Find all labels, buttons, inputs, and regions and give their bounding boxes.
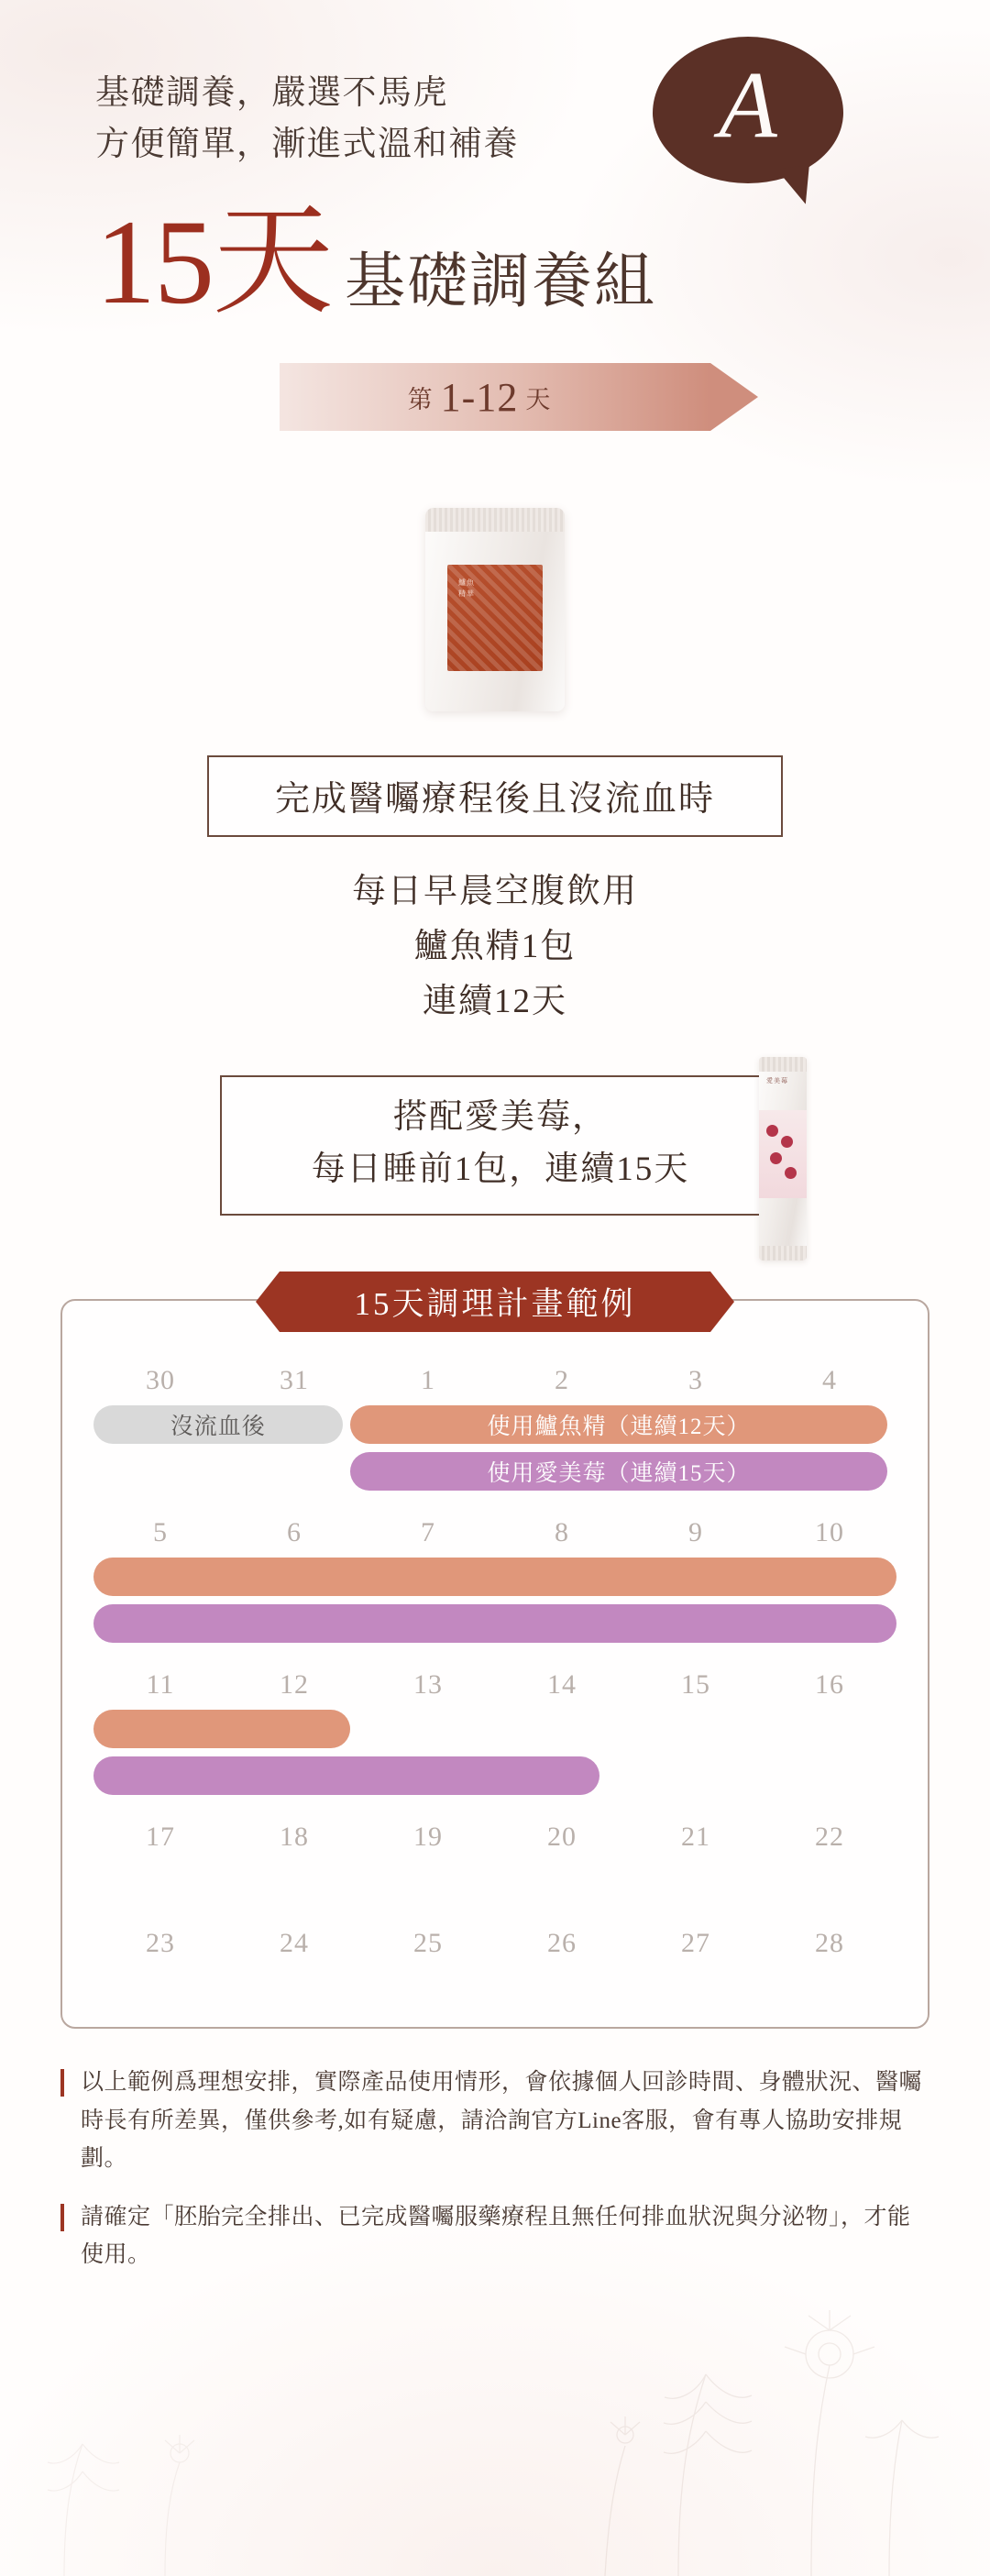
- plan-day-number: 7: [421, 1517, 435, 1548]
- plan-day-number: 4: [822, 1365, 837, 1396]
- pairing-line-1: 搭配愛美莓，: [393, 1098, 608, 1137]
- plan-day-number: 23: [146, 1928, 175, 1959]
- plan-day-number: 3: [688, 1365, 703, 1396]
- plan-badge: [653, 37, 843, 194]
- plan-panel-title: 15天調理計畫範例: [280, 1271, 710, 1332]
- plan-day-number: 16: [815, 1669, 844, 1701]
- plan-bar-row: [94, 1710, 896, 1756]
- plan-empty-row: [94, 1862, 896, 1910]
- plan-day-number: 25: [413, 1928, 443, 1959]
- plan-bar-berry: 使用愛美莓（連續15天）: [350, 1452, 888, 1491]
- page-title-sub: 基礎調養組: [345, 248, 656, 316]
- plan-bar-row: [94, 1558, 896, 1604]
- plan-bar-row: [94, 1604, 896, 1651]
- plan-bar-fish-essence: 使用鱸魚精（連續12天）: [350, 1405, 888, 1444]
- plan-day-number: 30: [146, 1365, 175, 1396]
- stick-label-text: 愛美莓: [766, 1077, 788, 1085]
- plan-bar-row: [94, 1756, 896, 1803]
- plan-day-number: 9: [688, 1517, 703, 1548]
- ribbon-range: 1-12: [440, 374, 519, 420]
- plan-day-number: 21: [681, 1822, 710, 1853]
- notes-section: [60, 2064, 930, 2274]
- product-pouch-wrap: [0, 508, 990, 711]
- ribbon-suffix: 天: [525, 385, 552, 413]
- day-range-ribbon-wrap: [0, 363, 990, 431]
- plan-day-number: 18: [280, 1822, 309, 1853]
- stick-seal-top: [759, 1057, 807, 1072]
- berry-icon: [770, 1152, 782, 1164]
- plan-day-numbers: [94, 1809, 896, 1862]
- plan-day-number: 27: [681, 1928, 710, 1959]
- plan-day-numbers: [94, 1915, 896, 1968]
- stick-label-band: [759, 1110, 807, 1198]
- plan-bar-fish-essence: [94, 1558, 896, 1596]
- berry-icon: [766, 1125, 778, 1137]
- plan-day-number: 5: [153, 1517, 168, 1548]
- plan-bar-berry: [94, 1604, 896, 1643]
- plan-empty-row: [94, 1968, 896, 1990]
- botanical-decoration-left: [9, 2356, 248, 2576]
- botanical-decoration-right: [568, 2273, 953, 2576]
- plan-day-number: 12: [280, 1669, 309, 1701]
- plan-day-number: 26: [547, 1928, 577, 1959]
- condition-box: 完成醫囑療程後且沒流血時: [207, 755, 783, 837]
- pouch-seal: [425, 508, 565, 532]
- plan-bar-after-bleeding: 沒流血後: [94, 1405, 343, 1444]
- berry-icon: [785, 1167, 797, 1179]
- plan-day-number: 11: [146, 1669, 175, 1701]
- note-item: 以上範例爲理想安排，實際產品使用情形，會依據個人回診時間、身體狀況、醫囑時長有所差異，僅供參考,如有疑慮，請洽詢官方Line客服，會有專人協助安排規劃。: [60, 2064, 930, 2178]
- day-range-ribbon: [280, 363, 710, 431]
- pouch-label-text: 鱸魚 精華: [458, 578, 475, 599]
- plan-day-number: 8: [555, 1517, 569, 1548]
- plan-day-number: 31: [280, 1365, 309, 1396]
- page-title: [95, 194, 990, 330]
- plan-week-row: [94, 1657, 896, 1803]
- plan-day-number: 22: [815, 1822, 844, 1853]
- berry-stick-image: [759, 1057, 807, 1260]
- plan-week-row: [94, 1504, 896, 1651]
- plan-day-number: 24: [280, 1928, 309, 1959]
- pairing-section: [0, 1062, 990, 1273]
- plan-bar-row: [94, 1452, 896, 1499]
- plan-bar-row: [94, 1405, 896, 1452]
- plan-day-number: 6: [287, 1517, 302, 1548]
- header-tagline-line1: 基礎調養，嚴選不馬虎: [95, 74, 448, 112]
- plan-bar-spacer: [94, 1452, 343, 1491]
- plan-week-row: [94, 1352, 896, 1499]
- plan-day-number: 2: [555, 1365, 569, 1396]
- plan-week-row: [94, 1809, 896, 1910]
- speech-bubble-shape: [653, 37, 843, 183]
- pairing-box: [220, 1075, 781, 1215]
- plan-day-numbers: [94, 1504, 896, 1558]
- plan-day-number: 14: [547, 1669, 577, 1701]
- speech-bubble-tail: [776, 165, 814, 208]
- dosage-line-2: 鱸魚精1包: [413, 928, 577, 966]
- plan-day-number: 19: [413, 1822, 443, 1853]
- plan-bar-berry: [94, 1756, 600, 1795]
- header-tagline-line2: 方便簡單，漸進式溫和補養: [95, 126, 519, 164]
- stick-seal-bottom: [759, 1246, 807, 1260]
- fish-essence-pouch-image: [425, 508, 565, 711]
- plan-day-number: 17: [146, 1822, 175, 1853]
- ribbon-prefix: 第: [407, 385, 434, 413]
- pouch-label: [447, 565, 543, 671]
- page-title-main: 15天: [95, 194, 332, 330]
- plan-day-numbers: [94, 1657, 896, 1710]
- note-item: 請確定「胚胎完全排出、已完成醫囑服藥療程且無任何排血狀況與分泌物」，才能使用。: [60, 2198, 930, 2274]
- dosage-instructions: [0, 864, 990, 1029]
- plan-day-numbers: [94, 1352, 896, 1405]
- berry-icon: [781, 1136, 793, 1148]
- plan-badge-letter: A: [719, 52, 777, 158]
- dosage-line-1: 每日早晨空腹飲用: [352, 873, 638, 911]
- plan-bar-fish-essence: [94, 1710, 350, 1748]
- plan-day-number: 15: [681, 1669, 710, 1701]
- plan-day-number: 20: [547, 1822, 577, 1853]
- plan-day-number: 1: [421, 1365, 435, 1396]
- header-section: [0, 0, 990, 431]
- dosage-line-3: 連續12天: [423, 983, 567, 1021]
- plan-panel: [60, 1286, 930, 2029]
- plan-day-number: 13: [413, 1669, 443, 1701]
- plan-day-number: 28: [815, 1928, 844, 1959]
- header-tagline: [95, 68, 990, 171]
- plan-day-number: 10: [815, 1517, 844, 1548]
- plan-week-row: [94, 1915, 896, 1990]
- pairing-line-2: 每日睡前1包，連續15天: [311, 1150, 690, 1188]
